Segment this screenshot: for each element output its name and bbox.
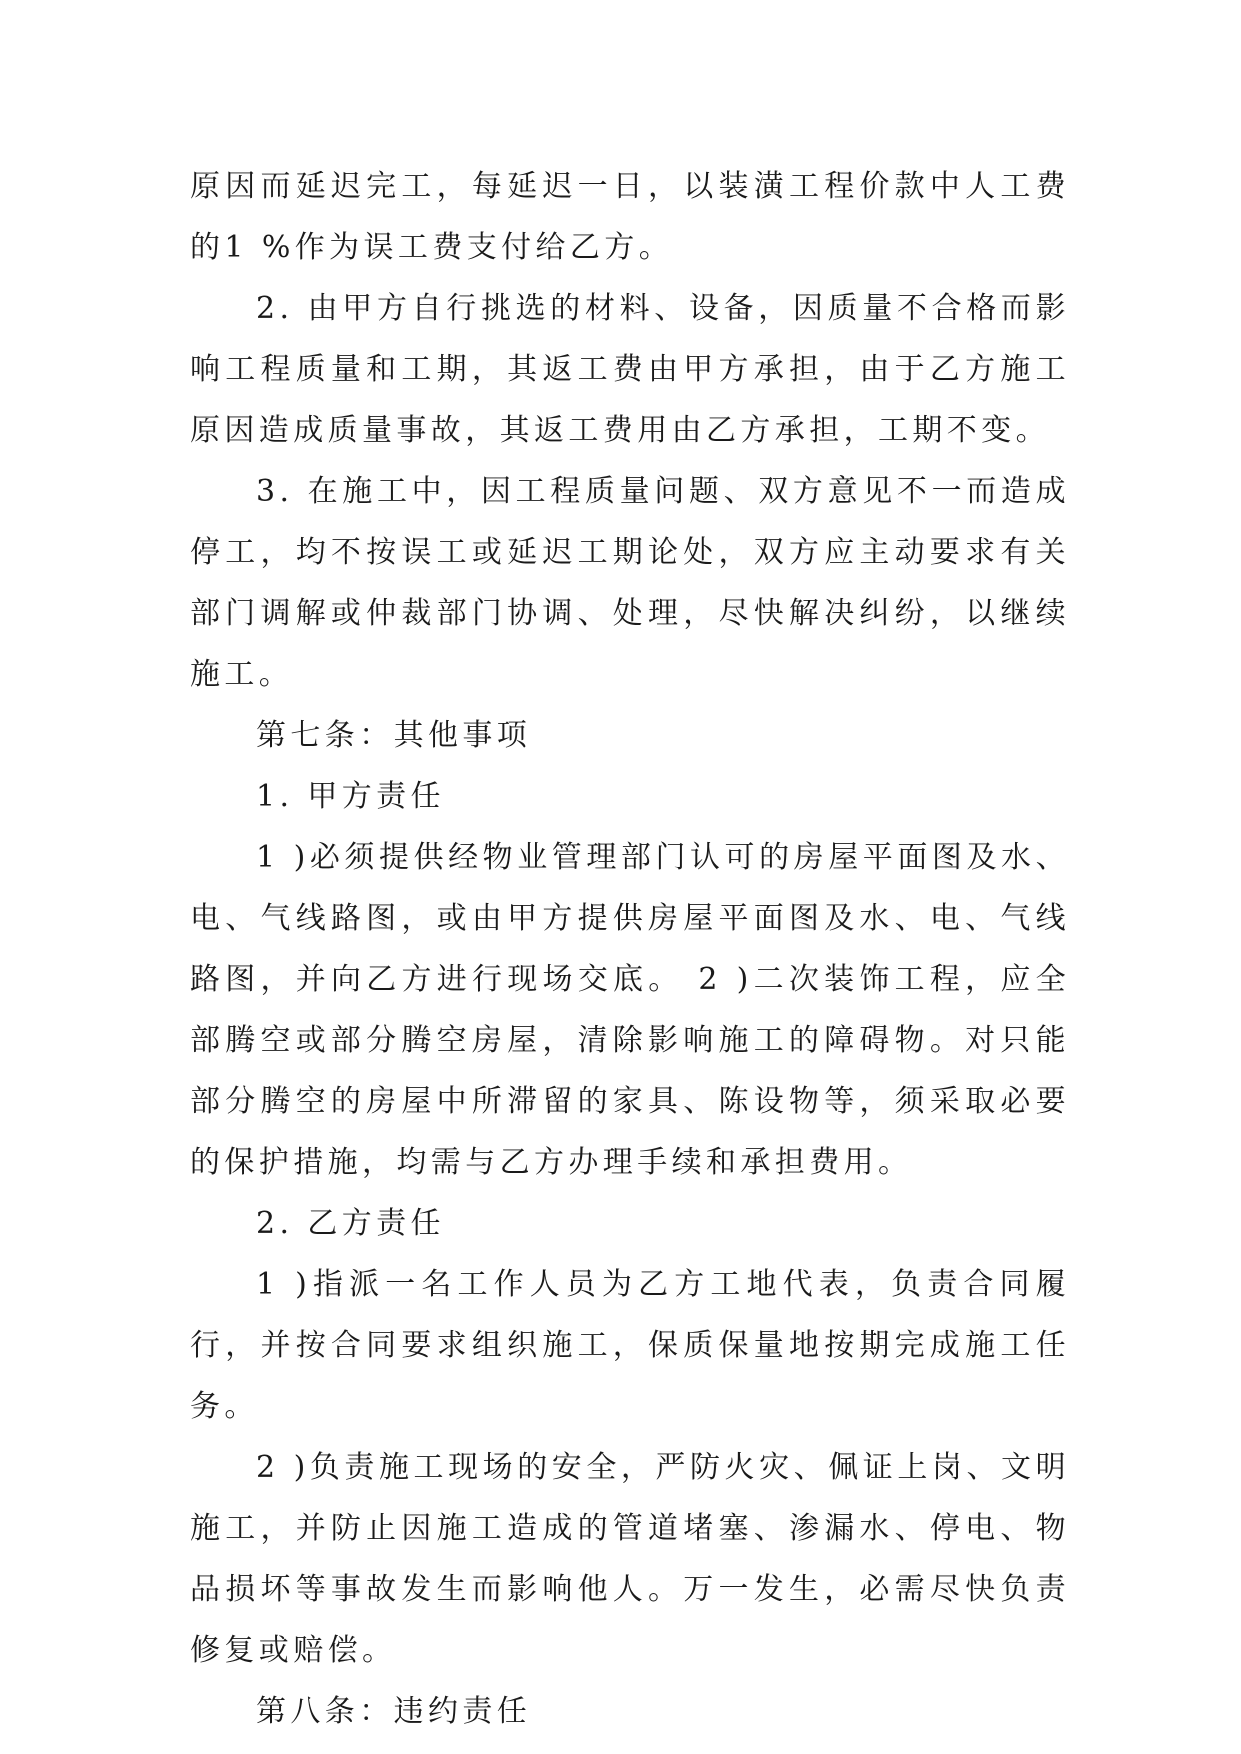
paragraph-party-b-duty-1: 1 )指派一名工作人员为乙方工地代表，负责合同履行，并按合同要求组织施工，保质保量地按期完成施工任务。 [190,1267,1070,1424]
document-body [190,156,1070,1742]
section-heading-article-8: 第八条：违约责任 [256,1694,532,1729]
section-heading-article-7: 第七条：其他事项 [256,718,532,753]
paragraph-material-quality: 2. 由甲方自行挑选的材料、设备，因质量不合格而影响工程质量和工期，其返工费由甲方承担，由于乙方施工原因造成质量事故，其返工费用由乙方承担，工期不变。 [190,291,1070,448]
subheading-party-a-duties: 1. 甲方责任 [256,779,445,814]
subheading-party-b-duties: 2. 乙方责任 [256,1206,445,1241]
paragraph-party-a-duties: 1 )必须提供经物业管理部门认可的房屋平面图及水、电、气线路图，或由甲方提供房屋平面图及水、电、气线路图，并向乙方进行现场交底。 2 )二次装饰工程，应全部腾空或部分腾空房屋，清除影响施工的障碍物。对只能部分腾空的房屋中所滞留的家具、陈设物等，须采取必要的保护措施，均需与乙方办理手续和承担费用。 [190,840,1070,1180]
paragraph-delay-compensation: 原因而延迟完工，每延迟一日，以装潢工程价款中人工费的1 %作为误工费支付给乙方。 [190,169,1070,265]
paragraph-party-b-duty-2: 2 )负责施工现场的安全，严防火灾、佩证上岗、文明施工，并防止因施工造成的管道堵塞、渗漏水、停电、物品损坏等事故发生而影响他人。万一发生，必需尽快负责修复或赔偿。 [190,1450,1070,1668]
paragraph-dispute-resolution: 3. 在施工中，因工程质量问题、双方意见不一而造成停工，均不按误工或延迟工期论处，双方应主动要求有关部门调解或仲裁部门协调、处理，尽快解决纠纷，以继续施工。 [190,474,1070,692]
